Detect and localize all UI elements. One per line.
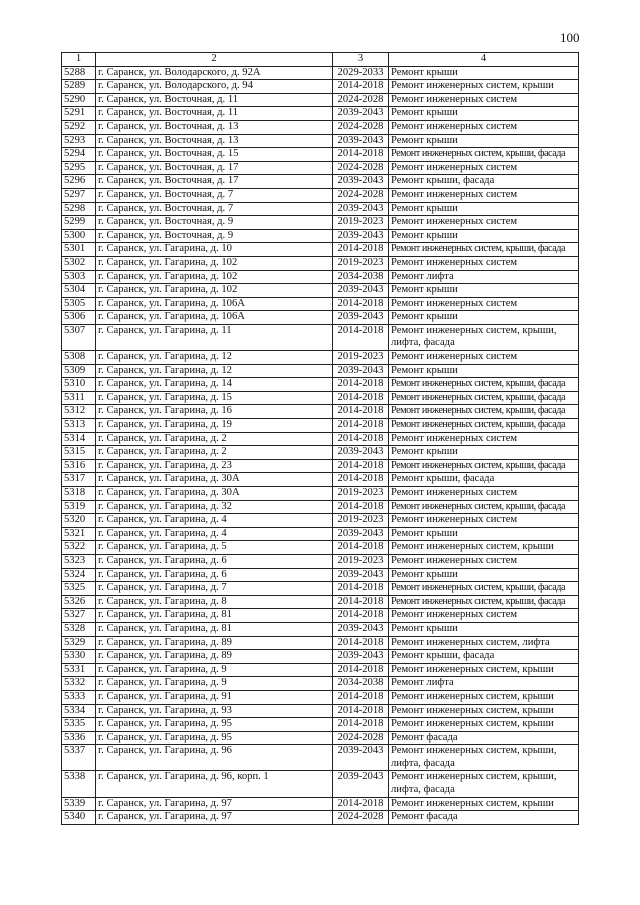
row-number-cell: 5334 — [62, 704, 96, 718]
period-cell: 2019-2023 — [333, 256, 389, 270]
work-type-cell: Ремонт инженерных систем, крыши, лифта, фасада — [389, 324, 579, 350]
row-number-cell: 5294 — [62, 148, 96, 162]
address-cell: г. Саранск, ул. Гагарина, д. 30А — [96, 487, 333, 501]
period-cell: 2014-2018 — [333, 690, 389, 704]
period-cell: 2039-2043 — [333, 527, 389, 541]
period-cell: 2014-2018 — [333, 378, 389, 392]
work-type-cell: Ремонт инженерных систем, крыши, фасада — [389, 148, 579, 162]
table-row — [62, 595, 579, 609]
address-cell: г. Саранск, ул. Гагарина, д. 23 — [96, 459, 333, 473]
address-cell: г. Саранск, ул. Гагарина, д. 95 — [96, 718, 333, 732]
work-type-cell: Ремонт инженерных систем, крыши, фасада — [389, 582, 579, 596]
address-cell: г. Саранск, ул. Гагарина, д. 102 — [96, 256, 333, 270]
period-cell: 2014-2018 — [333, 663, 389, 677]
table-row — [62, 704, 579, 718]
period-cell: 2039-2043 — [333, 622, 389, 636]
address-cell: г. Саранск, ул. Восточная, д. 7 — [96, 202, 333, 216]
table-body — [62, 66, 579, 824]
period-cell: 2014-2018 — [333, 595, 389, 609]
table-row — [62, 324, 579, 350]
address-cell: г. Саранск, ул. Гагарина, д. 97 — [96, 811, 333, 825]
address-cell: г. Саранск, ул. Восточная, д. 13 — [96, 120, 333, 134]
row-number-cell: 5327 — [62, 609, 96, 623]
row-number-cell: 5328 — [62, 622, 96, 636]
table-row — [62, 568, 579, 582]
table-row — [62, 650, 579, 664]
table-row — [62, 107, 579, 121]
row-number-cell: 5321 — [62, 527, 96, 541]
address-cell: г. Саранск, ул. Гагарина, д. 12 — [96, 351, 333, 365]
row-number-cell: 5332 — [62, 677, 96, 691]
work-type-cell: Ремонт инженерных систем, крыши — [389, 718, 579, 732]
work-type-cell: Ремонт инженерных систем, крыши — [389, 704, 579, 718]
table-row — [62, 487, 579, 501]
period-cell: 2039-2043 — [333, 202, 389, 216]
work-type-cell: Ремонт крыши — [389, 284, 579, 298]
table-row — [62, 446, 579, 460]
address-cell: г. Саранск, ул. Гагарина, д. 16 — [96, 405, 333, 419]
work-type-cell: Ремонт инженерных систем, крыши, лифта, фасада — [389, 745, 579, 771]
period-cell: 2014-2018 — [333, 797, 389, 811]
period-cell: 2034-2038 — [333, 270, 389, 284]
address-cell: г. Саранск, ул. Володарского, д. 94 — [96, 80, 333, 94]
address-cell: г. Саранск, ул. Гагарина, д. 19 — [96, 419, 333, 433]
table-row — [62, 731, 579, 745]
address-cell: г. Саранск, ул. Гагарина, д. 89 — [96, 636, 333, 650]
row-number-cell: 5289 — [62, 80, 96, 94]
work-type-cell: Ремонт крыши, фасада — [389, 650, 579, 664]
table-row — [62, 297, 579, 311]
row-number-cell: 5310 — [62, 378, 96, 392]
period-cell: 2039-2043 — [333, 107, 389, 121]
table-row — [62, 93, 579, 107]
table-row — [62, 527, 579, 541]
period-cell: 2019-2023 — [333, 554, 389, 568]
work-type-cell: Ремонт крыши — [389, 622, 579, 636]
table-row — [62, 148, 579, 162]
table-row — [62, 216, 579, 230]
work-type-cell: Ремонт крыши — [389, 527, 579, 541]
period-cell: 2014-2018 — [333, 297, 389, 311]
table-row — [62, 663, 579, 677]
table-row — [62, 500, 579, 514]
table-row — [62, 80, 579, 94]
table-row — [62, 405, 579, 419]
row-number-cell: 5303 — [62, 270, 96, 284]
address-cell: г. Саранск, ул. Гагарина, д. 81 — [96, 609, 333, 623]
table-row — [62, 718, 579, 732]
row-number-cell: 5324 — [62, 568, 96, 582]
address-cell: г. Саранск, ул. Гагарина, д. 7 — [96, 582, 333, 596]
row-number-cell: 5301 — [62, 243, 96, 257]
column-header-work: 4 — [389, 53, 579, 67]
address-cell: г. Саранск, ул. Гагарина, д. 6 — [96, 554, 333, 568]
address-cell: г. Саранск, ул. Гагарина, д. 6 — [96, 568, 333, 582]
row-number-cell: 5291 — [62, 107, 96, 121]
table-row — [62, 677, 579, 691]
work-type-cell: Ремонт инженерных систем, крыши, фасада — [389, 378, 579, 392]
work-type-cell: Ремонт инженерных систем, крыши, лифта, фасада — [389, 771, 579, 797]
period-cell: 2019-2023 — [333, 216, 389, 230]
work-type-cell: Ремонт инженерных систем, крыши — [389, 663, 579, 677]
row-number-cell: 5312 — [62, 405, 96, 419]
address-cell: г. Саранск, ул. Гагарина, д. 11 — [96, 324, 333, 350]
address-cell: г. Саранск, ул. Восточная, д. 9 — [96, 216, 333, 230]
period-cell: 2039-2043 — [333, 568, 389, 582]
period-cell: 2039-2043 — [333, 364, 389, 378]
address-cell: г. Саранск, ул. Гагарина, д. 97 — [96, 797, 333, 811]
address-cell: г. Саранск, ул. Гагарина, д. 96, корп. 1 — [96, 771, 333, 797]
period-cell: 2014-2018 — [333, 405, 389, 419]
row-number-cell: 5295 — [62, 161, 96, 175]
period-cell: 2014-2018 — [333, 459, 389, 473]
work-type-cell: Ремонт инженерных систем, крыши, фасада — [389, 459, 579, 473]
row-number-cell: 5300 — [62, 229, 96, 243]
address-cell: г. Саранск, ул. Гагарина, д. 106А — [96, 297, 333, 311]
work-type-cell: Ремонт лифта — [389, 677, 579, 691]
period-cell: 2039-2043 — [333, 134, 389, 148]
work-type-cell: Ремонт инженерных систем, крыши, фасада — [389, 391, 579, 405]
work-type-cell: Ремонт инженерных систем — [389, 120, 579, 134]
address-cell: г. Саранск, ул. Восточная, д. 7 — [96, 188, 333, 202]
row-number-cell: 5308 — [62, 351, 96, 365]
period-cell: 2024-2028 — [333, 188, 389, 202]
address-cell: г. Саранск, ул. Гагарина, д. 95 — [96, 731, 333, 745]
row-number-cell: 5297 — [62, 188, 96, 202]
work-type-cell: Ремонт инженерных систем — [389, 188, 579, 202]
work-type-cell: Ремонт фасада — [389, 811, 579, 825]
work-type-cell: Ремонт инженерных систем, крыши — [389, 541, 579, 555]
table-row — [62, 134, 579, 148]
column-header-address: 2 — [96, 53, 333, 67]
period-cell: 2039-2043 — [333, 650, 389, 664]
row-number-cell: 5336 — [62, 731, 96, 745]
table-row — [62, 514, 579, 528]
period-cell: 2014-2018 — [333, 324, 389, 350]
table-row — [62, 66, 579, 80]
table-row — [62, 690, 579, 704]
table-row — [62, 175, 579, 189]
row-number-cell: 5330 — [62, 650, 96, 664]
row-number-cell: 5329 — [62, 636, 96, 650]
period-cell: 2024-2028 — [333, 161, 389, 175]
period-cell: 2029-2033 — [333, 66, 389, 80]
work-type-cell: Ремонт инженерных систем, крыши, фасада — [389, 405, 579, 419]
work-type-cell: Ремонт инженерных систем — [389, 297, 579, 311]
row-number-cell: 5296 — [62, 175, 96, 189]
row-number-cell: 5317 — [62, 473, 96, 487]
table-row — [62, 419, 579, 433]
row-number-cell: 5335 — [62, 718, 96, 732]
work-type-cell: Ремонт крыши, фасада — [389, 473, 579, 487]
row-number-cell: 5323 — [62, 554, 96, 568]
period-cell: 2014-2018 — [333, 582, 389, 596]
address-cell: г. Саранск, ул. Восточная, д. 9 — [96, 229, 333, 243]
period-cell: 2014-2018 — [333, 609, 389, 623]
row-number-cell: 5309 — [62, 364, 96, 378]
row-number-cell: 5326 — [62, 595, 96, 609]
column-header-number: 1 — [62, 53, 96, 67]
address-cell: г. Саранск, ул. Гагарина, д. 106А — [96, 311, 333, 325]
row-number-cell: 5318 — [62, 487, 96, 501]
row-number-cell: 5304 — [62, 284, 96, 298]
row-number-cell: 5322 — [62, 541, 96, 555]
address-cell: г. Саранск, ул. Восточная, д. 11 — [96, 107, 333, 121]
row-number-cell: 5302 — [62, 256, 96, 270]
address-cell: г. Саранск, ул. Гагарина, д. 93 — [96, 704, 333, 718]
work-type-cell: Ремонт инженерных систем, лифта — [389, 636, 579, 650]
period-cell: 2039-2043 — [333, 175, 389, 189]
row-number-cell: 5313 — [62, 419, 96, 433]
period-cell: 2039-2043 — [333, 229, 389, 243]
address-cell: г. Саранск, ул. Восточная, д. 17 — [96, 175, 333, 189]
table-row — [62, 311, 579, 325]
period-cell: 2039-2043 — [333, 745, 389, 771]
page-number: 100 — [560, 30, 580, 45]
table-row — [62, 284, 579, 298]
column-header-period: 3 — [333, 53, 389, 67]
table-row — [62, 243, 579, 257]
work-type-cell: Ремонт инженерных систем — [389, 216, 579, 230]
row-number-cell: 5292 — [62, 120, 96, 134]
address-cell: г. Саранск, ул. Гагарина, д. 96 — [96, 745, 333, 771]
row-number-cell: 5337 — [62, 745, 96, 771]
table-row — [62, 797, 579, 811]
period-cell: 2014-2018 — [333, 80, 389, 94]
table-row — [62, 120, 579, 134]
period-cell: 2014-2018 — [333, 541, 389, 555]
address-cell: г. Саранск, ул. Гагарина, д. 30А — [96, 473, 333, 487]
period-cell: 2024-2028 — [333, 731, 389, 745]
work-type-cell: Ремонт фасада — [389, 731, 579, 745]
address-cell: г. Саранск, ул. Гагарина, д. 12 — [96, 364, 333, 378]
address-cell: г. Саранск, ул. Гагарина, д. 102 — [96, 284, 333, 298]
work-type-cell: Ремонт инженерных систем, крыши — [389, 690, 579, 704]
table-row — [62, 378, 579, 392]
period-cell: 2014-2018 — [333, 704, 389, 718]
address-cell: г. Саранск, ул. Гагарина, д. 91 — [96, 690, 333, 704]
table-row — [62, 459, 579, 473]
table-row — [62, 541, 579, 555]
period-cell: 2039-2043 — [333, 311, 389, 325]
repair-schedule-table — [61, 52, 579, 825]
period-cell: 2039-2043 — [333, 771, 389, 797]
work-type-cell: Ремонт инженерных систем — [389, 432, 579, 446]
work-type-cell: Ремонт инженерных систем — [389, 554, 579, 568]
table-row — [62, 473, 579, 487]
work-type-cell: Ремонт инженерных систем, крыши, фасада — [389, 243, 579, 257]
table-row — [62, 229, 579, 243]
table-row — [62, 771, 579, 797]
work-type-cell: Ремонт крыши — [389, 229, 579, 243]
work-type-cell: Ремонт лифта — [389, 270, 579, 284]
period-cell: 2014-2018 — [333, 148, 389, 162]
address-cell: г. Саранск, ул. Гагарина, д. 5 — [96, 541, 333, 555]
address-cell: г. Саранск, ул. Гагарина, д. 81 — [96, 622, 333, 636]
work-type-cell: Ремонт крыши, фасада — [389, 175, 579, 189]
row-number-cell: 5319 — [62, 500, 96, 514]
address-cell: г. Саранск, ул. Восточная, д. 15 — [96, 148, 333, 162]
table-row — [62, 554, 579, 568]
row-number-cell: 5338 — [62, 771, 96, 797]
work-type-cell: Ремонт инженерных систем — [389, 514, 579, 528]
address-cell: г. Саранск, ул. Гагарина, д. 102 — [96, 270, 333, 284]
row-number-cell: 5339 — [62, 797, 96, 811]
table-row — [62, 188, 579, 202]
row-number-cell: 5340 — [62, 811, 96, 825]
table-row — [62, 364, 579, 378]
work-type-cell: Ремонт крыши — [389, 364, 579, 378]
address-cell: г. Саранск, ул. Гагарина, д. 9 — [96, 677, 333, 691]
period-cell: 2024-2028 — [333, 811, 389, 825]
table-header-row — [62, 53, 579, 67]
work-type-cell: Ремонт инженерных систем — [389, 256, 579, 270]
work-type-cell: Ремонт инженерных систем, крыши, фасада — [389, 500, 579, 514]
row-number-cell: 5293 — [62, 134, 96, 148]
period-cell: 2019-2023 — [333, 514, 389, 528]
row-number-cell: 5316 — [62, 459, 96, 473]
period-cell: 2014-2018 — [333, 391, 389, 405]
row-number-cell: 5314 — [62, 432, 96, 446]
work-type-cell: Ремонт инженерных систем, крыши — [389, 797, 579, 811]
period-cell: 2014-2018 — [333, 432, 389, 446]
period-cell: 2014-2018 — [333, 243, 389, 257]
row-number-cell: 5331 — [62, 663, 96, 677]
address-cell: г. Саранск, ул. Гагарина, д. 89 — [96, 650, 333, 664]
address-cell: г. Саранск, ул. Гагарина, д. 2 — [96, 432, 333, 446]
period-cell: 2024-2028 — [333, 93, 389, 107]
row-number-cell: 5311 — [62, 391, 96, 405]
table-row — [62, 202, 579, 216]
period-cell: 2019-2023 — [333, 351, 389, 365]
row-number-cell: 5307 — [62, 324, 96, 350]
table-row — [62, 811, 579, 825]
work-type-cell: Ремонт крыши — [389, 66, 579, 80]
row-number-cell: 5320 — [62, 514, 96, 528]
work-type-cell: Ремонт инженерных систем — [389, 93, 579, 107]
table-row — [62, 432, 579, 446]
work-type-cell: Ремонт крыши — [389, 134, 579, 148]
row-number-cell: 5306 — [62, 311, 96, 325]
work-type-cell: Ремонт крыши — [389, 107, 579, 121]
period-cell: 2014-2018 — [333, 500, 389, 514]
work-type-cell: Ремонт инженерных систем — [389, 487, 579, 501]
address-cell: г. Саранск, ул. Володарского, д. 92А — [96, 66, 333, 80]
period-cell: 2024-2028 — [333, 120, 389, 134]
address-cell: г. Саранск, ул. Гагарина, д. 15 — [96, 391, 333, 405]
address-cell: г. Саранск, ул. Восточная, д. 11 — [96, 93, 333, 107]
table-row — [62, 161, 579, 175]
address-cell: г. Саранск, ул. Гагарина, д. 4 — [96, 527, 333, 541]
table-row — [62, 351, 579, 365]
table-row — [62, 270, 579, 284]
period-cell: 2014-2018 — [333, 718, 389, 732]
table-row — [62, 745, 579, 771]
work-type-cell: Ремонт крыши — [389, 446, 579, 460]
work-type-cell: Ремонт инженерных систем — [389, 161, 579, 175]
row-number-cell: 5315 — [62, 446, 96, 460]
row-number-cell: 5290 — [62, 93, 96, 107]
table-row — [62, 391, 579, 405]
table-row — [62, 582, 579, 596]
address-cell: г. Саранск, ул. Гагарина, д. 8 — [96, 595, 333, 609]
row-number-cell: 5288 — [62, 66, 96, 80]
period-cell: 2014-2018 — [333, 419, 389, 433]
row-number-cell: 5298 — [62, 202, 96, 216]
work-type-cell: Ремонт крыши — [389, 568, 579, 582]
period-cell: 2014-2018 — [333, 473, 389, 487]
period-cell: 2034-2038 — [333, 677, 389, 691]
address-cell: г. Саранск, ул. Восточная, д. 17 — [96, 161, 333, 175]
period-cell: 2039-2043 — [333, 284, 389, 298]
work-type-cell: Ремонт инженерных систем — [389, 609, 579, 623]
work-type-cell: Ремонт инженерных систем, крыши — [389, 80, 579, 94]
row-number-cell: 5333 — [62, 690, 96, 704]
period-cell: 2019-2023 — [333, 487, 389, 501]
address-cell: г. Саранск, ул. Гагарина, д. 9 — [96, 663, 333, 677]
period-cell: 2014-2018 — [333, 636, 389, 650]
row-number-cell: 5305 — [62, 297, 96, 311]
work-type-cell: Ремонт инженерных систем, крыши, фасада — [389, 595, 579, 609]
row-number-cell: 5299 — [62, 216, 96, 230]
work-type-cell: Ремонт крыши — [389, 202, 579, 216]
address-cell: г. Саранск, ул. Восточная, д. 13 — [96, 134, 333, 148]
table-row — [62, 609, 579, 623]
address-cell: г. Саранск, ул. Гагарина, д. 10 — [96, 243, 333, 257]
address-cell: г. Саранск, ул. Гагарина, д. 14 — [96, 378, 333, 392]
row-number-cell: 5325 — [62, 582, 96, 596]
address-cell: г. Саранск, ул. Гагарина, д. 2 — [96, 446, 333, 460]
table-row — [62, 636, 579, 650]
work-type-cell: Ремонт инженерных систем — [389, 351, 579, 365]
address-cell: г. Саранск, ул. Гагарина, д. 32 — [96, 500, 333, 514]
address-cell: г. Саранск, ул. Гагарина, д. 4 — [96, 514, 333, 528]
work-type-cell: Ремонт крыши — [389, 311, 579, 325]
period-cell: 2039-2043 — [333, 446, 389, 460]
work-type-cell: Ремонт инженерных систем, крыши, фасада — [389, 419, 579, 433]
table-row — [62, 622, 579, 636]
table-row — [62, 256, 579, 270]
